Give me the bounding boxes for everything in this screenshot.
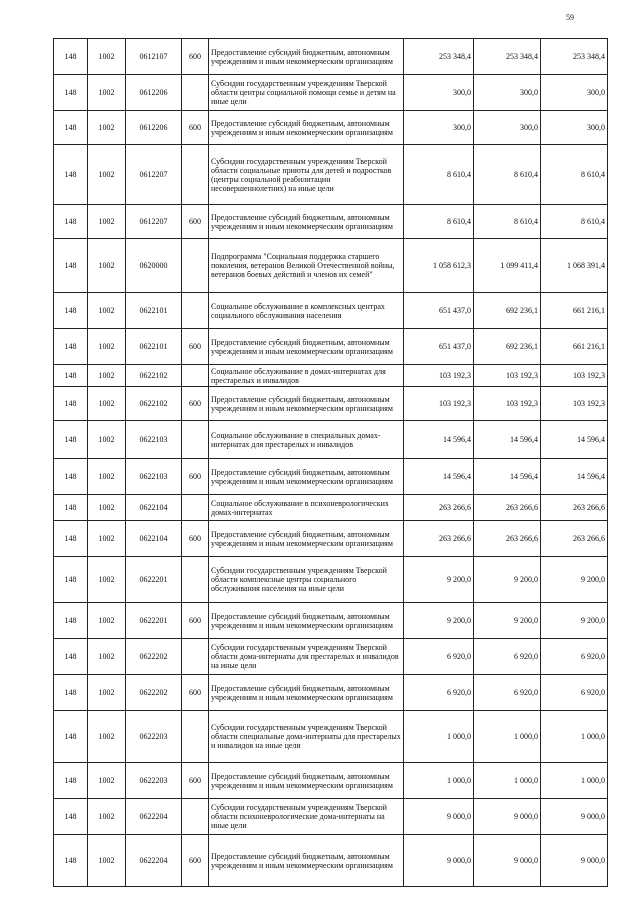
expense-type-cell [182,293,209,329]
section-cell: 1002 [88,387,126,421]
amount-year2-cell: 103 192,3 [474,365,541,387]
article-cell: 0612107 [126,39,182,75]
name-cell: Предоставление субсидий бюджетным, автономным учреждениям и иным некоммерческим организациям [209,675,404,711]
article-cell: 0612207 [126,145,182,205]
amount-year3-cell: 103 192,3 [541,387,608,421]
amount-year3-cell: 300,0 [541,111,608,145]
article-cell: 0622104 [126,495,182,521]
table-row [54,329,608,365]
expense-type-cell: 600 [182,835,209,887]
expense-type-cell: 600 [182,603,209,639]
amount-year1-cell: 14 596,4 [404,459,474,495]
amount-year3-cell: 661 216,1 [541,293,608,329]
code-cell: 148 [54,239,88,293]
article-cell: 0622203 [126,763,182,799]
code-cell: 148 [54,557,88,603]
code-cell: 148 [54,111,88,145]
amount-year3-cell: 6 920,0 [541,639,608,675]
article-cell: 0612206 [126,111,182,145]
code-cell: 148 [54,521,88,557]
amount-year1-cell: 9 200,0 [404,603,474,639]
section-cell: 1002 [88,365,126,387]
amount-year3-cell: 103 192,3 [541,365,608,387]
amount-year3-cell: 661 216,1 [541,329,608,365]
expense-type-cell: 600 [182,763,209,799]
name-cell: Социальное обслуживание в психоневрологических домах-интернатах [209,495,404,521]
amount-year2-cell: 1 000,0 [474,763,541,799]
article-cell: 0622201 [126,603,182,639]
table-row [54,75,608,111]
expense-type-cell [182,365,209,387]
table-row [54,521,608,557]
amount-year3-cell: 263 266,6 [541,521,608,557]
amount-year2-cell: 6 920,0 [474,675,541,711]
section-cell: 1002 [88,459,126,495]
amount-year1-cell: 300,0 [404,111,474,145]
table-row [54,799,608,835]
section-cell: 1002 [88,145,126,205]
code-cell: 148 [54,205,88,239]
name-cell: Предоставление субсидий бюджетным, автономным учреждениям и иным некоммерческим организациям [209,329,404,365]
code-cell: 148 [54,459,88,495]
code-cell: 148 [54,799,88,835]
expense-type-cell: 600 [182,459,209,495]
amount-year3-cell: 1 068 391,4 [541,239,608,293]
table-row [54,675,608,711]
table-row [54,39,608,75]
amount-year3-cell: 9 000,0 [541,799,608,835]
code-cell: 148 [54,603,88,639]
expense-type-cell [182,421,209,459]
amount-year3-cell: 8 610,4 [541,145,608,205]
amount-year3-cell: 9 200,0 [541,557,608,603]
name-cell: Предоставление субсидий бюджетным, автономным учреждениям и иным некоммерческим организациям [209,39,404,75]
amount-year2-cell: 6 920,0 [474,639,541,675]
amount-year3-cell: 1 000,0 [541,711,608,763]
section-cell: 1002 [88,293,126,329]
amount-year3-cell: 14 596,4 [541,421,608,459]
name-cell: Социальное обслуживание в комплексных центрах социального обслуживания населения [209,293,404,329]
name-cell: Социальное обслуживание в специальных домах-интернатах для престарелых и инвалидов [209,421,404,459]
section-cell: 1002 [88,239,126,293]
article-cell: 0622103 [126,421,182,459]
code-cell: 148 [54,75,88,111]
section-cell: 1002 [88,495,126,521]
amount-year1-cell: 9 000,0 [404,799,474,835]
section-cell: 1002 [88,111,126,145]
table-row [54,835,608,887]
amount-year1-cell: 6 920,0 [404,675,474,711]
amount-year3-cell: 253 348,4 [541,39,608,75]
amount-year1-cell: 300,0 [404,75,474,111]
section-cell: 1002 [88,521,126,557]
amount-year2-cell: 103 192,3 [474,387,541,421]
code-cell: 148 [54,711,88,763]
table-row [54,239,608,293]
amount-year1-cell: 1 058 612,3 [404,239,474,293]
section-cell: 1002 [88,711,126,763]
amount-year2-cell: 9 200,0 [474,557,541,603]
code-cell: 148 [54,39,88,75]
page-number: 59 [566,13,574,22]
name-cell: Предоставление субсидий бюджетным, автономным учреждениям и иным некоммерческим организациям [209,459,404,495]
amount-year2-cell: 9 000,0 [474,835,541,887]
amount-year1-cell: 1 000,0 [404,711,474,763]
expense-type-cell: 600 [182,521,209,557]
section-cell: 1002 [88,421,126,459]
table-row [54,111,608,145]
article-cell: 0612206 [126,75,182,111]
expense-type-cell: 600 [182,111,209,145]
article-cell: 0622101 [126,293,182,329]
amount-year1-cell: 253 348,4 [404,39,474,75]
name-cell: Предоставление субсидий бюджетным, автономным учреждениям и иным некоммерческим организациям [209,763,404,799]
name-cell: Предоставление субсидий бюджетным, автономным учреждениям и иным некоммерческим организациям [209,835,404,887]
article-cell: 0622201 [126,557,182,603]
expense-type-cell [182,557,209,603]
table-row [54,387,608,421]
code-cell: 148 [54,145,88,205]
table-row [54,205,608,239]
section-cell: 1002 [88,675,126,711]
table-row [54,459,608,495]
amount-year1-cell: 263 266,6 [404,521,474,557]
amount-year1-cell: 263 266,6 [404,495,474,521]
amount-year2-cell: 1 000,0 [474,711,541,763]
table-row [54,293,608,329]
section-cell: 1002 [88,835,126,887]
amount-year1-cell: 651 437,0 [404,329,474,365]
amount-year1-cell: 651 437,0 [404,293,474,329]
name-cell: Субсидии государственным учреждениям Тверской области центры социальной помощи семье и детям на иные цели [209,75,404,111]
amount-year1-cell: 6 920,0 [404,639,474,675]
expense-type-cell [182,799,209,835]
expense-type-cell [182,239,209,293]
amount-year1-cell: 1 000,0 [404,763,474,799]
code-cell: 148 [54,835,88,887]
amount-year1-cell: 9 200,0 [404,557,474,603]
section-cell: 1002 [88,763,126,799]
article-cell: 0622204 [126,835,182,887]
expense-type-cell [182,711,209,763]
section-cell: 1002 [88,799,126,835]
table-body [54,39,608,887]
section-cell: 1002 [88,75,126,111]
amount-year2-cell: 253 348,4 [474,39,541,75]
expense-type-cell [182,495,209,521]
amount-year2-cell: 300,0 [474,75,541,111]
name-cell: Предоставление субсидий бюджетным, автономным учреждениям и иным некоммерческим организациям [209,387,404,421]
amount-year3-cell: 14 596,4 [541,459,608,495]
expense-type-cell: 600 [182,205,209,239]
amount-year1-cell: 103 192,3 [404,365,474,387]
article-cell: 0622202 [126,675,182,711]
amount-year2-cell: 9 200,0 [474,603,541,639]
amount-year3-cell: 9 000,0 [541,835,608,887]
amount-year1-cell: 103 192,3 [404,387,474,421]
code-cell: 148 [54,293,88,329]
article-cell: 0622102 [126,387,182,421]
amount-year2-cell: 8 610,4 [474,145,541,205]
amount-year2-cell: 14 596,4 [474,421,541,459]
table-row [54,145,608,205]
amount-year3-cell: 6 920,0 [541,675,608,711]
expense-type-cell [182,145,209,205]
table-row [54,711,608,763]
table-row [54,557,608,603]
amount-year1-cell: 9 000,0 [404,835,474,887]
amount-year1-cell: 8 610,4 [404,205,474,239]
article-cell: 0622101 [126,329,182,365]
article-cell: 0622204 [126,799,182,835]
code-cell: 148 [54,365,88,387]
amount-year3-cell: 9 200,0 [541,603,608,639]
amount-year2-cell: 8 610,4 [474,205,541,239]
amount-year3-cell: 8 610,4 [541,205,608,239]
amount-year2-cell: 9 000,0 [474,799,541,835]
code-cell: 148 [54,639,88,675]
section-cell: 1002 [88,205,126,239]
amount-year3-cell: 300,0 [541,75,608,111]
code-cell: 148 [54,387,88,421]
section-cell: 1002 [88,557,126,603]
table-row [54,639,608,675]
section-cell: 1002 [88,329,126,365]
article-cell: 0622203 [126,711,182,763]
name-cell: Подпрограмма "Социальная поддержка старшего поколения, ветеранов Великой Отечественной войны, ветеранов боевых действий и членов их семей" [209,239,404,293]
amount-year1-cell: 14 596,4 [404,421,474,459]
article-cell: 0622103 [126,459,182,495]
code-cell: 148 [54,421,88,459]
article-cell: 0620000 [126,239,182,293]
section-cell: 1002 [88,603,126,639]
expense-type-cell: 600 [182,39,209,75]
amount-year2-cell: 692 236,1 [474,293,541,329]
article-cell: 0622202 [126,639,182,675]
budget-table [53,38,608,887]
article-cell: 0622104 [126,521,182,557]
section-cell: 1002 [88,39,126,75]
table-row [54,495,608,521]
amount-year2-cell: 1 099 411,4 [474,239,541,293]
amount-year2-cell: 263 266,6 [474,495,541,521]
amount-year3-cell: 1 000,0 [541,763,608,799]
expense-type-cell: 600 [182,329,209,365]
section-cell: 1002 [88,639,126,675]
expense-type-cell [182,639,209,675]
name-cell: Субсидии государственным учреждениям Тверской области психоневрологические дома-интернаты на иные цели [209,799,404,835]
article-cell: 0612207 [126,205,182,239]
name-cell: Предоставление субсидий бюджетным, автономным учреждениям и иным некоммерческим организациям [209,521,404,557]
amount-year2-cell: 692 236,1 [474,329,541,365]
code-cell: 148 [54,495,88,521]
name-cell: Субсидии государственным учреждениям Тверской области специальные дома-интернаты для престарелых и инвалидов на иные цели [209,711,404,763]
name-cell: Предоставление субсидий бюджетным, автономным учреждениям и иным некоммерческим организациям [209,111,404,145]
name-cell: Предоставление субсидий бюджетным, автономным учреждениям и иным некоммерческим организациям [209,205,404,239]
code-cell: 148 [54,763,88,799]
amount-year3-cell: 263 266,6 [541,495,608,521]
amount-year1-cell: 8 610,4 [404,145,474,205]
amount-year2-cell: 14 596,4 [474,459,541,495]
table-row [54,421,608,459]
name-cell: Субсидии государственным учреждениям Тверской области дома-интернаты для престарелых и инвалидов на иные цели [209,639,404,675]
table-row [54,603,608,639]
amount-year2-cell: 263 266,6 [474,521,541,557]
code-cell: 148 [54,675,88,711]
expense-type-cell: 600 [182,675,209,711]
name-cell: Социальное обслуживание в домах-интернатах для престарелых и инвалидов [209,365,404,387]
table-row [54,763,608,799]
name-cell: Субсидии государственным учреждениям Тверской области комплексные центры социального обслуживания населения на иные цели [209,557,404,603]
table-row [54,365,608,387]
amount-year2-cell: 300,0 [474,111,541,145]
article-cell: 0622102 [126,365,182,387]
name-cell: Предоставление субсидий бюджетным, автономным учреждениям и иным некоммерческим организациям [209,603,404,639]
expense-type-cell: 600 [182,387,209,421]
name-cell: Субсидии государственным учреждениям Тверской области социальные приюты для детей и подростков (центры социальной реабилитации несовершеннолетних) на иные цели [209,145,404,205]
expense-type-cell [182,75,209,111]
code-cell: 148 [54,329,88,365]
